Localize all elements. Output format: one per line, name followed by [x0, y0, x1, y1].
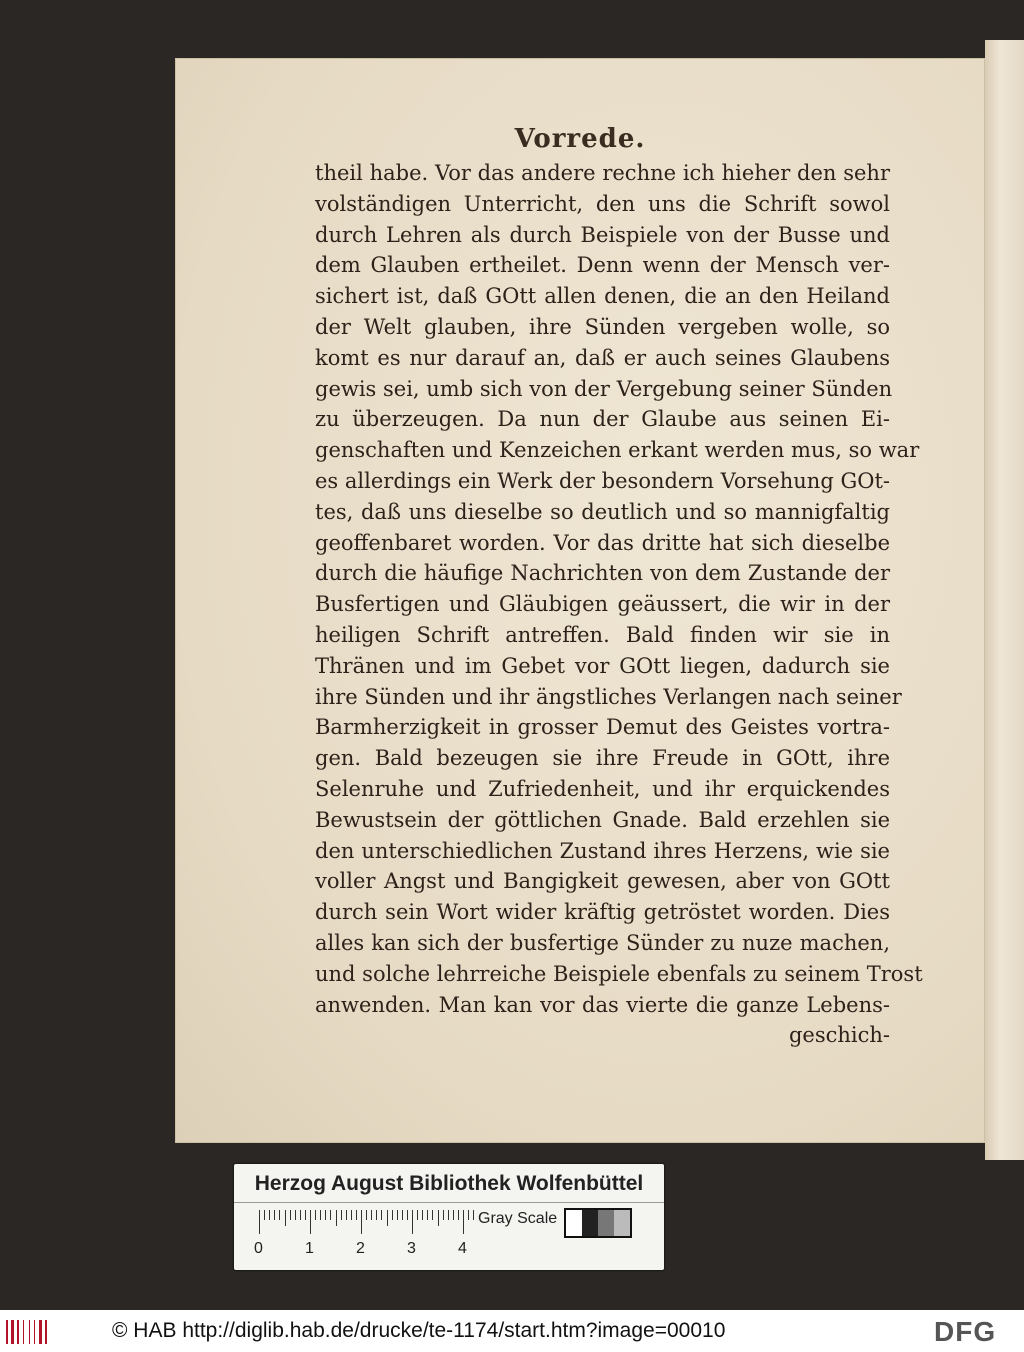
text-line: dem Glauben ertheilet. Denn wenn der Mensch ver- — [315, 253, 890, 278]
scale-tick — [438, 1210, 439, 1226]
text-line: durch die häufige Nachrichten von dem Zustande der — [315, 561, 890, 586]
scale-tick — [397, 1210, 398, 1220]
text-line: theil habe. Vor das andere rechne ich hieher den sehr — [315, 161, 890, 185]
text-line: komt es nur darauf an, daß er auch seines Glaubens — [315, 345, 890, 370]
barcode-stripe — [29, 1320, 30, 1344]
scale-tick — [274, 1210, 275, 1220]
scale-tick — [448, 1210, 449, 1220]
scale-number: 1 — [305, 1240, 314, 1257]
text-line: den unterschiedlichen Zustand ihres Herzens, wie sie — [315, 838, 890, 863]
barcode-icon — [6, 1320, 50, 1344]
scale-tick — [330, 1210, 331, 1220]
text-line: durch sein Wort wider kräftig getröstet worden. Dies — [315, 900, 890, 925]
barcode-stripe — [45, 1320, 47, 1344]
scale-tick — [341, 1210, 342, 1220]
scale-tick — [407, 1210, 408, 1220]
gray-scale-label: Gray Scale — [478, 1210, 558, 1227]
scale-tick — [290, 1210, 291, 1220]
text-line: sichert ist, daß GOtt allen denen, die an den Heiland — [315, 284, 890, 309]
facing-page-edge — [985, 40, 1024, 1160]
scale-tick — [300, 1210, 301, 1220]
text-line: Bewustsein der göttlichen Gnade. Bald erzehlen sie — [315, 807, 890, 832]
scale-tick — [376, 1210, 377, 1220]
text-line: ihre Sünden und ihr ängstliches Verlangen nach seiner — [315, 684, 902, 709]
scale-tick — [269, 1210, 270, 1220]
scale-tick — [295, 1210, 296, 1220]
scale-tick — [361, 1210, 362, 1234]
scale-tick — [351, 1210, 352, 1220]
copyright-link[interactable]: © HAB http://diglib.hab.de/drucke/te-1174/start.htm?image=00010 — [112, 1319, 726, 1342]
page-text — [315, 158, 923, 1051]
library-name: Herzog August Bibliothek Wolfenbüttel — [254, 1172, 644, 1195]
scale-tick — [432, 1210, 433, 1220]
scale-tick — [346, 1210, 347, 1220]
text-line: Thränen und im Gebet vor GOtt liegen, dadurch sie — [315, 653, 890, 678]
text-line: Busfertigen und Gläubigen geäussert, die wir in der — [315, 592, 890, 617]
barcode-stripe — [11, 1320, 14, 1344]
scale-tick — [381, 1210, 382, 1220]
scale-number: 0 — [254, 1240, 263, 1257]
scale-tick — [366, 1210, 367, 1220]
text-line: und solche lehrreiche Beispiele ebenfals zu seinem Trost — [315, 961, 923, 986]
scale-tick — [320, 1210, 321, 1220]
scale-tick — [387, 1210, 388, 1226]
scale-tick — [264, 1210, 265, 1220]
scale-tick — [422, 1210, 423, 1220]
dfg-logo: DFG — [934, 1316, 997, 1347]
color-ruler — [234, 1164, 664, 1270]
text-line: gen. Bald bezeugen sie ihre Freude in GOtt, ihre — [315, 746, 890, 771]
scale-tick — [325, 1210, 326, 1220]
barcode-stripe — [23, 1320, 24, 1344]
scale-tick — [285, 1210, 286, 1226]
scale-tick — [463, 1210, 464, 1234]
cm-scale — [259, 1210, 469, 1234]
text-line: anwenden. Man kan vor das vierte die ganze Lebens- — [315, 992, 890, 1017]
text-line: genschaften und Kenzeichen erkant werden mus, so war — [315, 438, 920, 463]
ruler-divider — [234, 1202, 664, 1203]
scale-tick — [259, 1210, 260, 1234]
text-line: voller Angst und Bangigkeit gewesen, aber von GOtt — [315, 869, 890, 894]
page-header: Vorrede. — [514, 124, 646, 154]
scale-number: 4 — [458, 1240, 467, 1257]
text-line: durch Lehren als durch Beispiele von der Busse und — [315, 222, 890, 247]
barcode-stripe — [39, 1320, 42, 1344]
text-line: tes, daß uns dieselbe so deutlich und so mannigfaltig — [315, 499, 890, 524]
scale-tick — [279, 1210, 280, 1220]
scale-tick — [305, 1210, 306, 1220]
scale-tick — [392, 1210, 393, 1220]
scale-tick — [468, 1210, 469, 1220]
scale-tick — [473, 1210, 474, 1220]
scale-tick — [453, 1210, 454, 1220]
text-line: heiligen Schrift antreffen. Bald finden wir sie in — [315, 622, 890, 647]
text-line: Barmherzigkeit in grosser Demut des Geistes vortra- — [315, 715, 890, 740]
text-line: volständigen Unterricht, den uns die Schrift sowol — [315, 191, 890, 216]
text-line: alles kan sich der busfertige Sünder zu nuze machen, — [315, 930, 890, 955]
text-line: gewis sei, umb sich von der Vergebung seiner Sünden — [315, 376, 893, 401]
scale-tick — [336, 1210, 337, 1226]
scale-tick — [402, 1210, 403, 1220]
scale-tick — [458, 1210, 459, 1220]
barcode-stripe — [6, 1320, 8, 1344]
text-line: zu überzeugen. Da nun der Glaube aus seinen Ei- — [315, 407, 890, 432]
scale-tick — [356, 1210, 357, 1220]
text-line: Selenruhe und Zufriedenheit, und ihr erquickendes — [315, 776, 890, 801]
scale-tick — [427, 1210, 428, 1220]
text-line: der Welt glauben, ihre Sünden vergeben wolle, so — [315, 314, 890, 339]
scale-tick — [412, 1210, 413, 1234]
scale-tick — [443, 1210, 444, 1220]
scale-tick — [315, 1210, 316, 1220]
barcode-stripe — [34, 1320, 35, 1344]
text-line: es allerdings ein Werk der besondern Vorsehung GOt- — [315, 468, 890, 493]
scale-tick — [371, 1210, 372, 1220]
text-line: geoffenbaret worden. Vor das dritte hat sich dieselbe — [315, 530, 890, 555]
scale-number: 2 — [356, 1240, 365, 1257]
gray-scale-patch — [564, 1208, 632, 1238]
scale-number: 3 — [407, 1240, 416, 1257]
barcode-stripe — [17, 1320, 19, 1344]
footer-bar — [0, 1310, 1024, 1352]
book-page — [175, 58, 985, 1143]
catchword: geschich- — [788, 1023, 890, 1048]
scale-tick — [417, 1210, 418, 1220]
scale-tick — [310, 1210, 311, 1234]
